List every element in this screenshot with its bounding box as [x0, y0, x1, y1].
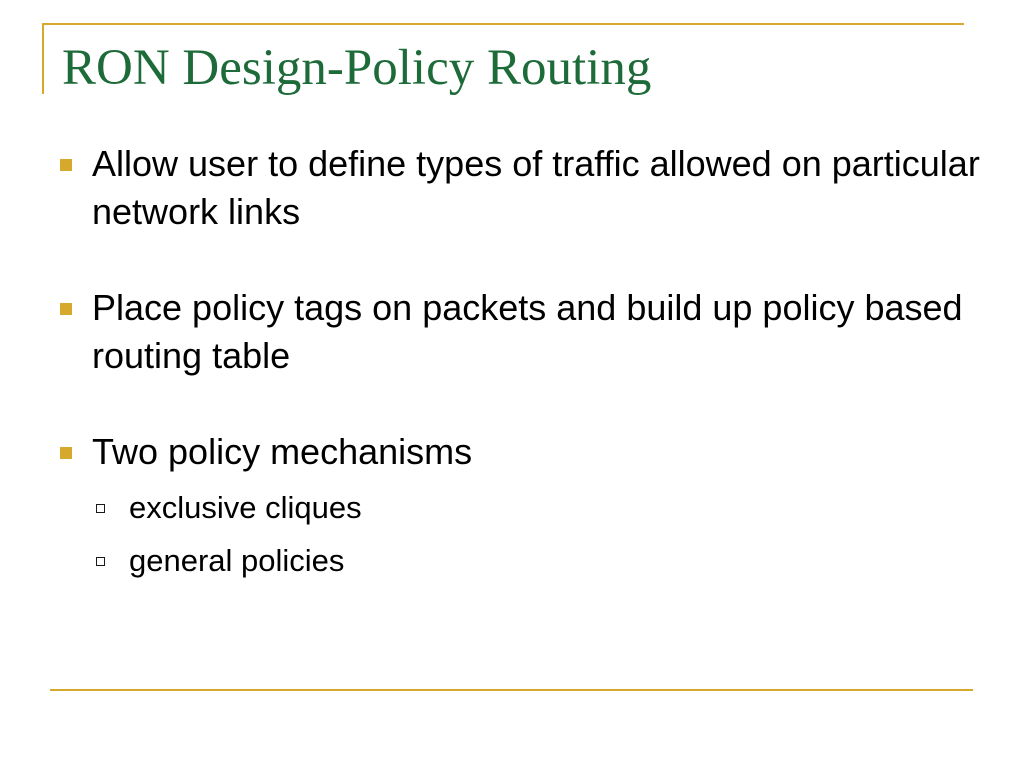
- hollow-square-bullet-icon: [96, 504, 105, 513]
- hollow-square-bullet-icon: [96, 557, 105, 566]
- square-bullet-icon: [60, 447, 72, 459]
- slide-title: RON Design-Policy Routing: [62, 40, 652, 96]
- square-bullet-icon: [60, 159, 72, 171]
- bullet-text: Two policy mechanisms: [92, 431, 473, 472]
- left-border-line: [42, 23, 44, 94]
- square-bullet-icon: [60, 303, 72, 315]
- sub-bullet-text: exclusive cliques: [129, 490, 362, 525]
- sub-bullet-text: general policies: [129, 543, 345, 578]
- top-border-line: [42, 23, 964, 25]
- footer-divider: [50, 689, 973, 691]
- bullet-text: Place policy tags on packets and build up policy based routing table: [92, 287, 963, 376]
- bullet-text: Allow user to define types of traffic allowed on particular network links: [92, 143, 980, 232]
